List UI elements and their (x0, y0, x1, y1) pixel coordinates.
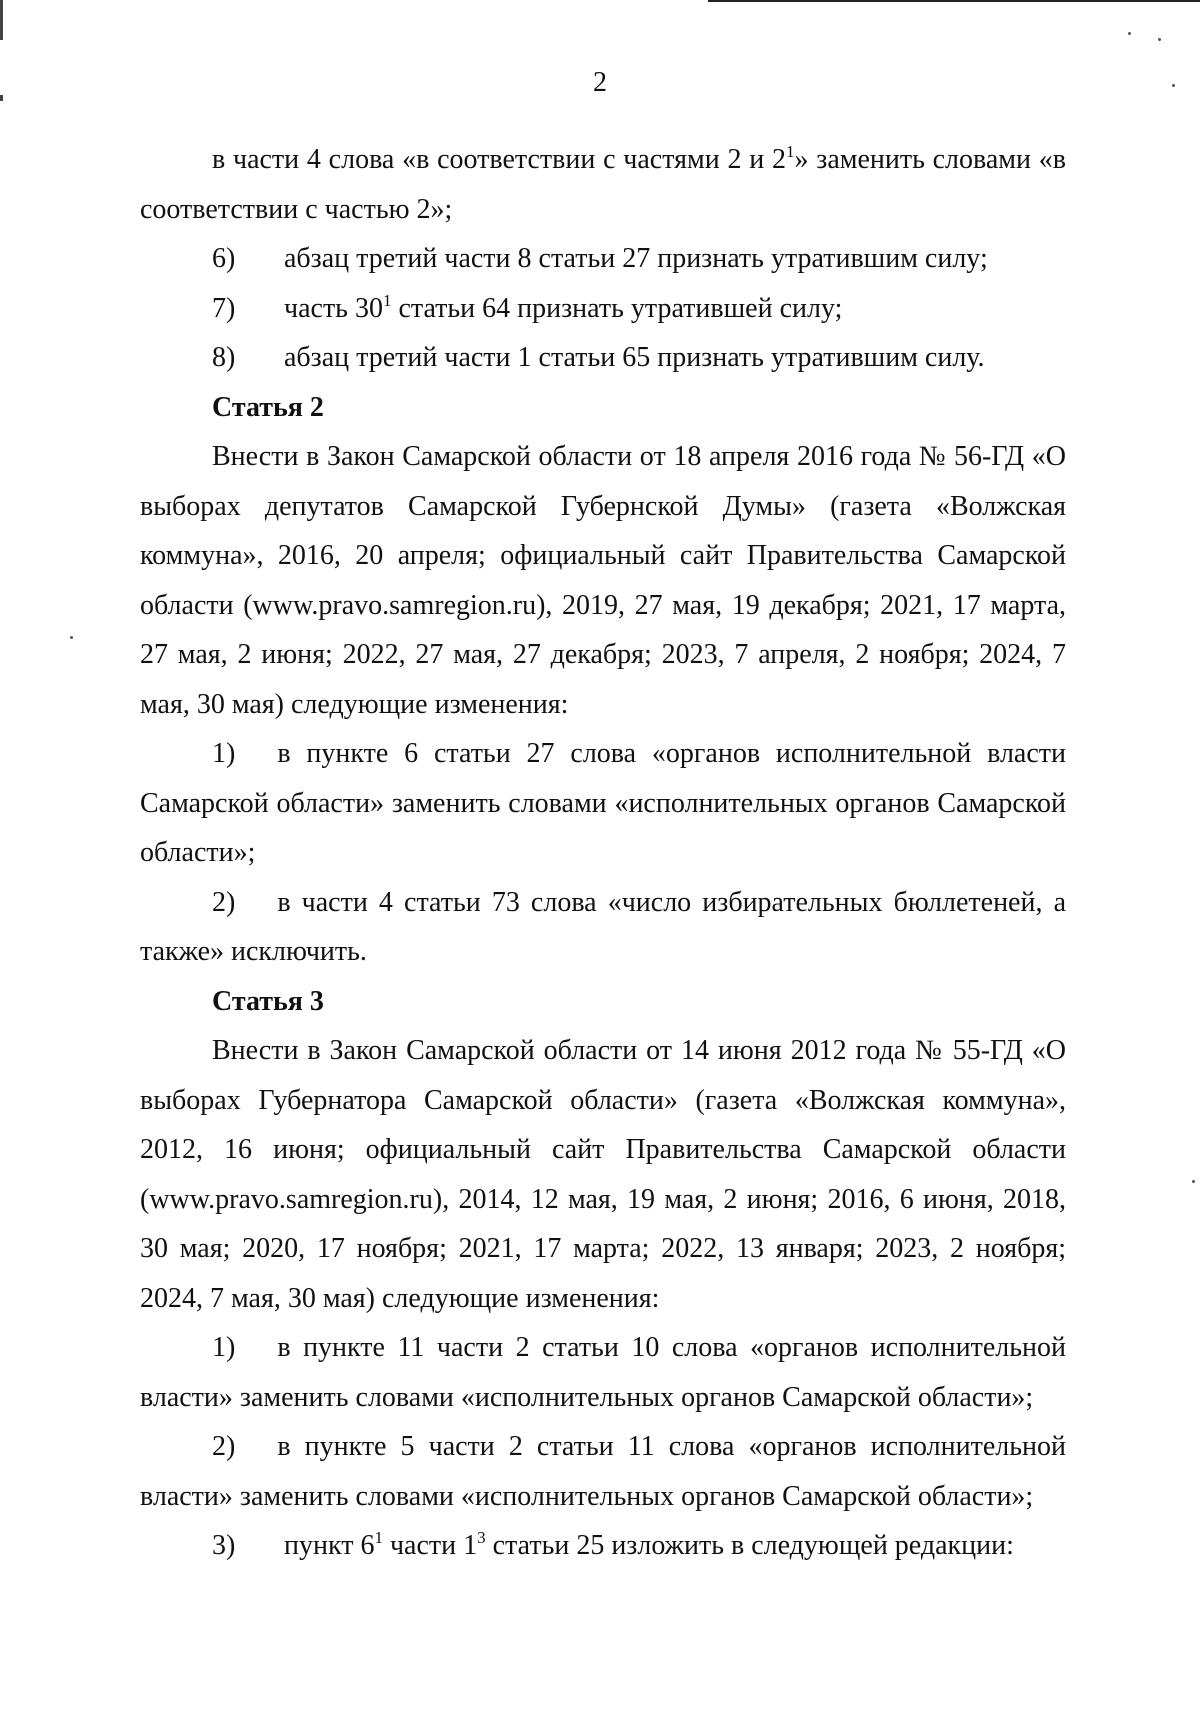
list-item-text: в пункте 11 части 2 статьи 10 слова «органов исполнительной власти» заменить словами «исполнительных органов Самарской области»; (140, 1332, 1066, 1413)
scan-top-edge-line (708, 0, 1200, 2)
article-2-item-1 (140, 729, 1066, 878)
article-2-item-2 (140, 878, 1066, 977)
list-item-text (284, 1521, 1066, 1571)
list-item-number: 2) (212, 1431, 236, 1462)
superscript: 1 (374, 1528, 383, 1547)
scan-speck (1158, 38, 1161, 41)
list-item-text: в пункте 6 статьи 27 слова «органов исполнительной власти Самарской области» заменить словами «исполнительных органов Самарской области»; (140, 738, 1066, 868)
paragraph-part4-replacement (140, 135, 1066, 234)
text-run: пункт 6 (284, 1530, 375, 1561)
scan-left-edge-mark (0, 0, 3, 40)
superscript: 1 (382, 290, 392, 310)
scan-speck (1128, 32, 1131, 35)
article-3-item-3 (140, 1521, 1066, 1571)
article-3-item-1 (140, 1323, 1066, 1422)
list-item-number: 7) (212, 292, 236, 324)
list-item-number: 6) (212, 243, 236, 274)
article-2-intro: Внести в Закон Самарской области от 18 апреля 2016 года № 56-ГД «О выборах депутатов Самарской Губернской Думы» (газета «Волжская коммуна», 2016, 20 апреля; официальный сайт Правительства Самарской области (www.pravo.samregion.ru), 2019, 27 мая, 19 декабря; 2021, 17 марта, 27 мая, 2 июня; 2022, 27 мая, 27 декабря; 2023, 7 апреля, 2 ноября; 2024, 7 мая, 30 мая) следующие изменения: (140, 441, 1066, 720)
list-item-number: 8) (212, 342, 236, 373)
document-body (140, 135, 1066, 1571)
list-item-number: 2) (212, 886, 236, 918)
scan-speck (1192, 1180, 1195, 1183)
list-item-number: 1) (212, 1332, 236, 1363)
article-3-heading: Статья 3 (212, 985, 324, 1017)
list-item-number: 1) (212, 738, 236, 769)
list-item-text: абзац третий части 1 статьи 65 признать утратившим силу. (284, 342, 985, 373)
text-run: часть 30 (284, 292, 383, 324)
list-item-7 (140, 284, 1066, 334)
superscript: 1 (785, 142, 795, 161)
text-run: статьи 25 изложить в следующей редакции: (485, 1530, 1014, 1561)
list-item-text (284, 284, 1066, 334)
text-run: части 1 (382, 1530, 478, 1561)
scan-speck (70, 636, 73, 639)
page-number: 2 (593, 67, 607, 98)
article-3-item-2 (140, 1422, 1066, 1521)
list-item-6 (140, 234, 1066, 284)
list-item-text: абзац третий части 8 статьи 27 признать утратившим силу; (284, 243, 988, 274)
text-run: статьи 64 признать утратившей силу; (391, 292, 843, 324)
text-run: в части 4 слова «в соответствии с частями 2 и 2 (212, 144, 786, 175)
list-item-text: в пункте 5 части 2 статьи 11 слова «органов исполнительной власти» заменить словами «исполнительных органов Самарской области»; (140, 1431, 1066, 1512)
article-2-heading: Статья 2 (212, 391, 324, 423)
superscript: 3 (477, 1528, 486, 1547)
text-run: » заменить словами «в соответствии с частью 2»; (140, 144, 1067, 225)
list-item-number: 3) (212, 1530, 236, 1561)
list-item-8 (140, 333, 1066, 383)
article-3-intro: Внести в Закон Самарской области от 14 июня 2012 года № 55-ГД «О выборах Губернатора Самарской области» (газета «Волжская коммуна», 2012, 16 июня; официальный сайт Правительства Самарской области (www.pravo.samregion.ru), 2014, 12 мая, 19 мая, 2 июня; 2016, 6 июня, 2018, 30 мая; 2020, 17 ноября; 2021, 17 марта; 2022, 13 января; 2023, 2 ноября; 2024, 7 мая, 30 мая) следующие изменения: (140, 1035, 1066, 1314)
list-item-text: в части 4 статьи 73 слова «число избирательных бюллетеней, а также» исключить. (140, 886, 1066, 967)
